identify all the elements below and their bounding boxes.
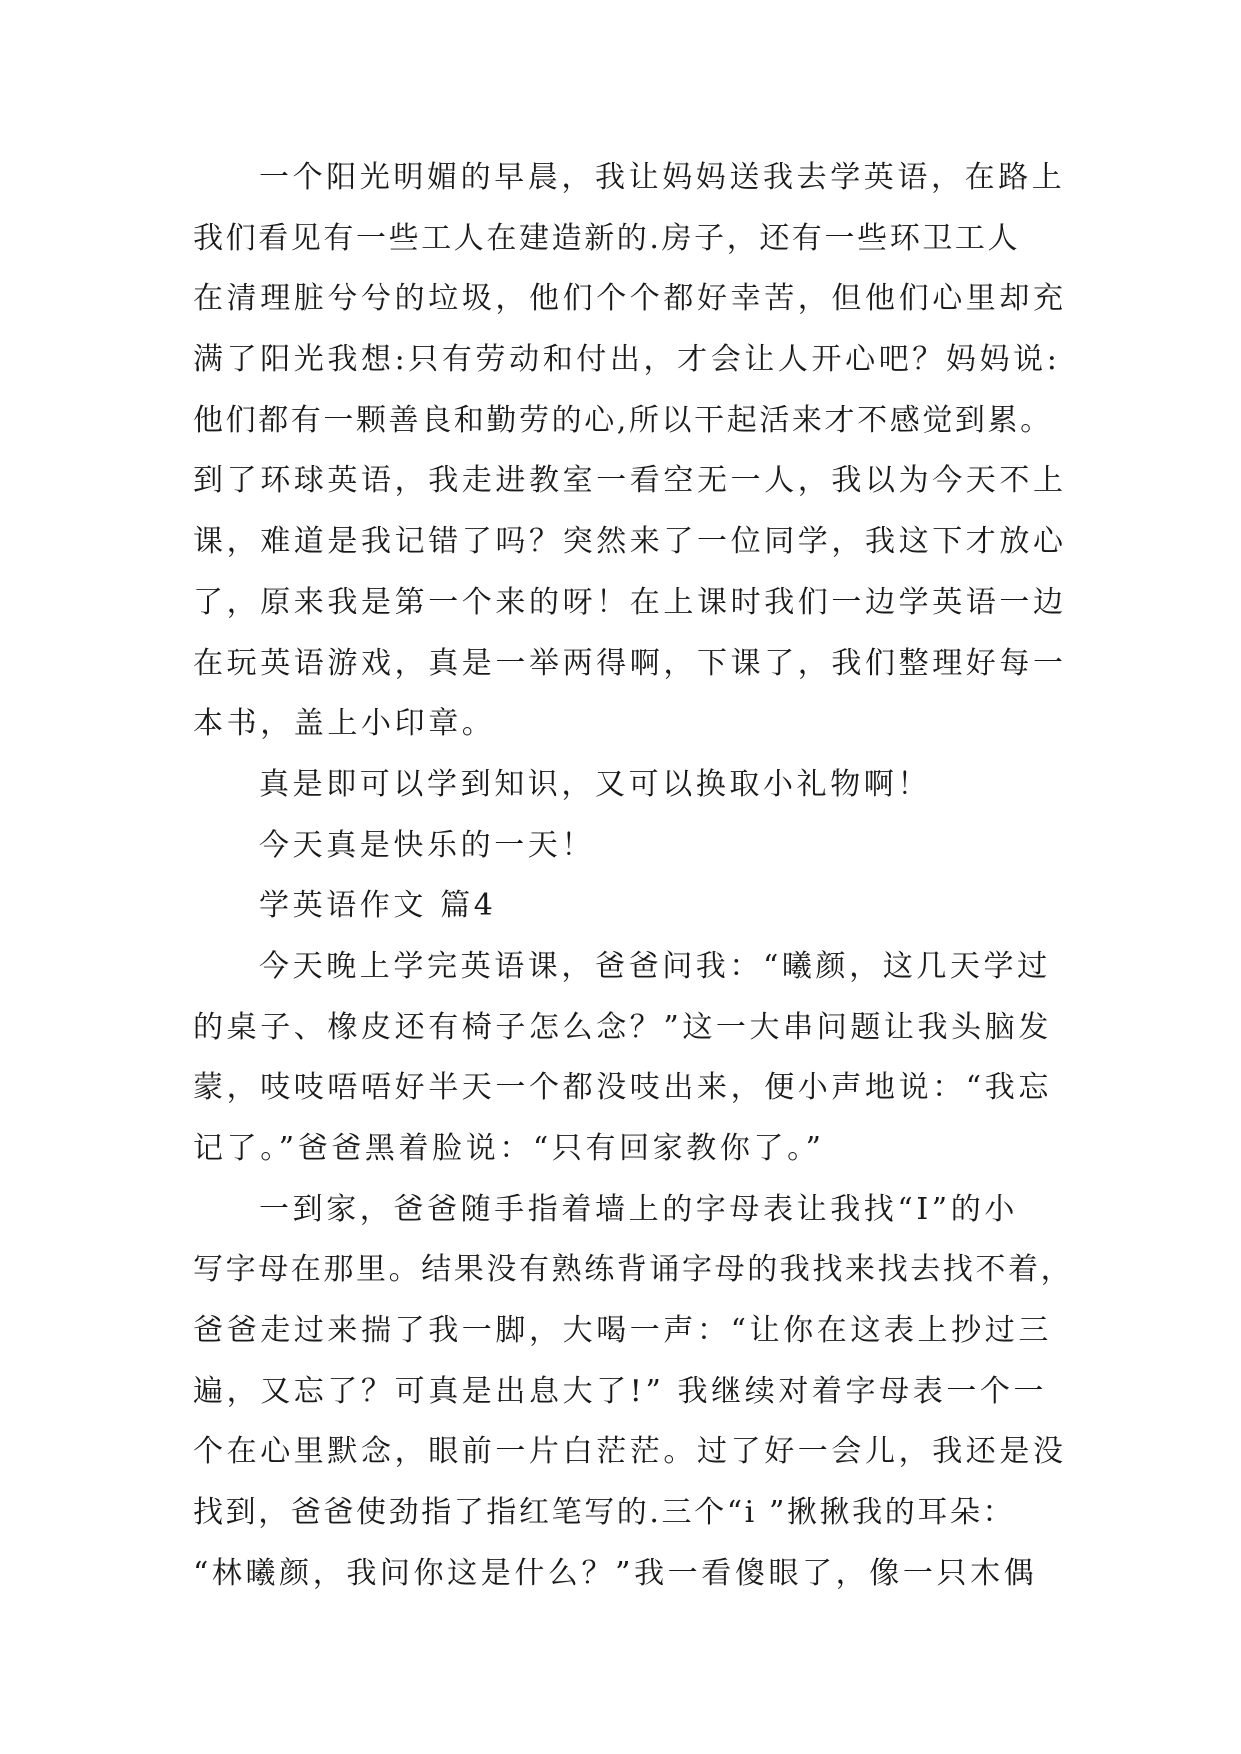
text-line: “林曦颜，我问你这是什么？”我一看傻眼了，像一只木偶 bbox=[193, 1555, 1038, 1591]
text-line: 蒙，吱吱唔唔好半天一个都没吱出来，便小声地说：“我忘 bbox=[193, 1070, 1052, 1106]
text-line: 一个阳光明媚的早晨，我让妈妈送我去学英语，在路上 bbox=[259, 160, 1066, 195]
text-line: 本书，盖上小印章。 bbox=[193, 706, 496, 742]
text-line: 一到家，爸爸随手指着墙上的字母表让我找“I”的小 bbox=[259, 1191, 1018, 1227]
text-line: 记了。”爸爸黑着脸说：“只有回家教你了。” bbox=[193, 1131, 825, 1166]
text-line: 个在心里默念，眼前一片白茫茫。过了好一会儿，我还是没 bbox=[193, 1434, 1067, 1470]
text-line: 遍，又忘了？可真是出息大了!” 我继续对着字母表一个一 bbox=[193, 1373, 1048, 1409]
text-line: 在清理脏兮兮的垃圾，他们个个都好幸苦，但他们心里却充 bbox=[193, 281, 1067, 317]
document-page bbox=[193, 148, 1073, 1605]
text-line: 找到，爸爸使劲指了指红笔写的.三个“i ”揪揪我的耳朵： bbox=[193, 1495, 1016, 1531]
text-line: 他们都有一颗善良和勤劳的心,所以干起活来才不感觉到累。 bbox=[193, 402, 1053, 438]
text-line: 满了阳光我想:只有劳动和付出，才会让人开心吧？妈妈说: bbox=[193, 342, 1061, 378]
text-line: 到了环球英语，我走进教室一看空无一人，我以为今天不上 bbox=[193, 463, 1067, 499]
text-line: 了，原来我是第一个来的呀！在上课时我们一边学英语一边 bbox=[193, 584, 1067, 620]
text-line: 课，难道是我记错了吗？突然来了一位同学，我这下才放心 bbox=[193, 524, 1067, 560]
text-line: 写字母在那里。结果没有熟练背诵字母的我找来找去找不着， bbox=[193, 1252, 1074, 1288]
section-heading: 学英语作文 篇4 bbox=[259, 888, 497, 924]
text-line: 爸爸走过来揣了我一脚，大喝一声：“让你在这表上抄过三 bbox=[193, 1313, 1052, 1349]
text-line: 我们看见有一些工人在建造新的.房子，还有一些环卫工人 bbox=[193, 220, 1021, 256]
text-line: 今天晚上学完英语课，爸爸问我：“曦颜，这几天学过 bbox=[259, 948, 1051, 984]
text-line: 在玩英语游戏，真是一举两得啊，下课了，我们整理好每一 bbox=[193, 645, 1067, 681]
text-line: 的桌子、橡皮还有椅子怎么念？”这一大串问题让我头脑发 bbox=[193, 1009, 1052, 1045]
text-line: 真是即可以学到知识，又可以换取小礼物啊！ bbox=[259, 766, 931, 802]
text-line: 今天真是快乐的一天！ bbox=[259, 827, 595, 863]
